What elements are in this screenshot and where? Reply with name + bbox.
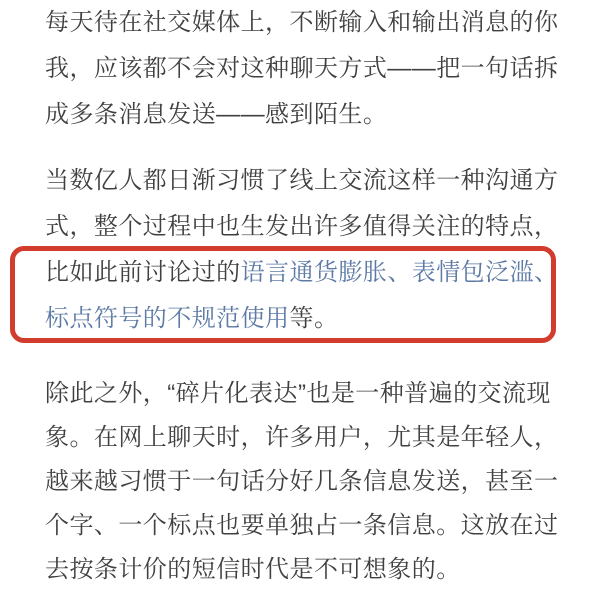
- text-line: [45, 158, 560, 204]
- link-separator: 、: [534, 259, 559, 286]
- link-language-inflation[interactable]: 语言通货膨胀: [240, 259, 388, 286]
- text-line: [45, 296, 560, 342]
- text-segment: 除此之外，“碎片化表达”也是一种普遍的交流现: [45, 380, 551, 407]
- text-segment: 当数亿人都日渐习惯了线上交流这样一种沟通方: [45, 167, 559, 194]
- text-line: [45, 372, 560, 416]
- text-segment: 越来越习惯于一句话分好几条信息发送，甚至一: [45, 468, 559, 495]
- text-segment: 成多条消息发送——感到陌生。: [45, 101, 388, 128]
- link-punctuation-misuse[interactable]: 标点符号的不规范使用: [45, 305, 290, 332]
- paragraph-3: [45, 372, 560, 592]
- text-line: [45, 250, 560, 296]
- text-line: [45, 92, 560, 138]
- text-line: [45, 204, 560, 250]
- text-segment: 象。在网上聊天时，许多用户，尤其是年轻人，: [45, 424, 559, 451]
- text-segment: 个字、一个标点也要单独占一条信息。这放在过: [45, 512, 559, 539]
- link-separator: 、: [387, 259, 412, 286]
- text-line: [45, 460, 560, 504]
- paragraph-2: [45, 158, 560, 342]
- paragraph-1: [45, 0, 560, 138]
- text-segment: 式，整个过程中也生发出许多值得关注的特点，: [45, 213, 559, 240]
- text-segment: 比如此前讨论过的: [45, 259, 241, 286]
- text-segment: 每天待在社交媒体上，不断输入和输出消息的你: [45, 9, 559, 36]
- text-line: [45, 416, 560, 460]
- text-segment: 等。: [289, 305, 339, 332]
- text-segment: 我，应该都不会对这种聊天方式——把一句话拆: [45, 55, 559, 82]
- text-line: [45, 0, 560, 46]
- text-segment: 去按条计价的短信时代是不可想象的。: [45, 556, 461, 583]
- link-sticker-overuse[interactable]: 表情包泛滥: [411, 259, 535, 286]
- text-line: [45, 504, 560, 548]
- text-line: [45, 46, 560, 92]
- text-line: [45, 548, 560, 592]
